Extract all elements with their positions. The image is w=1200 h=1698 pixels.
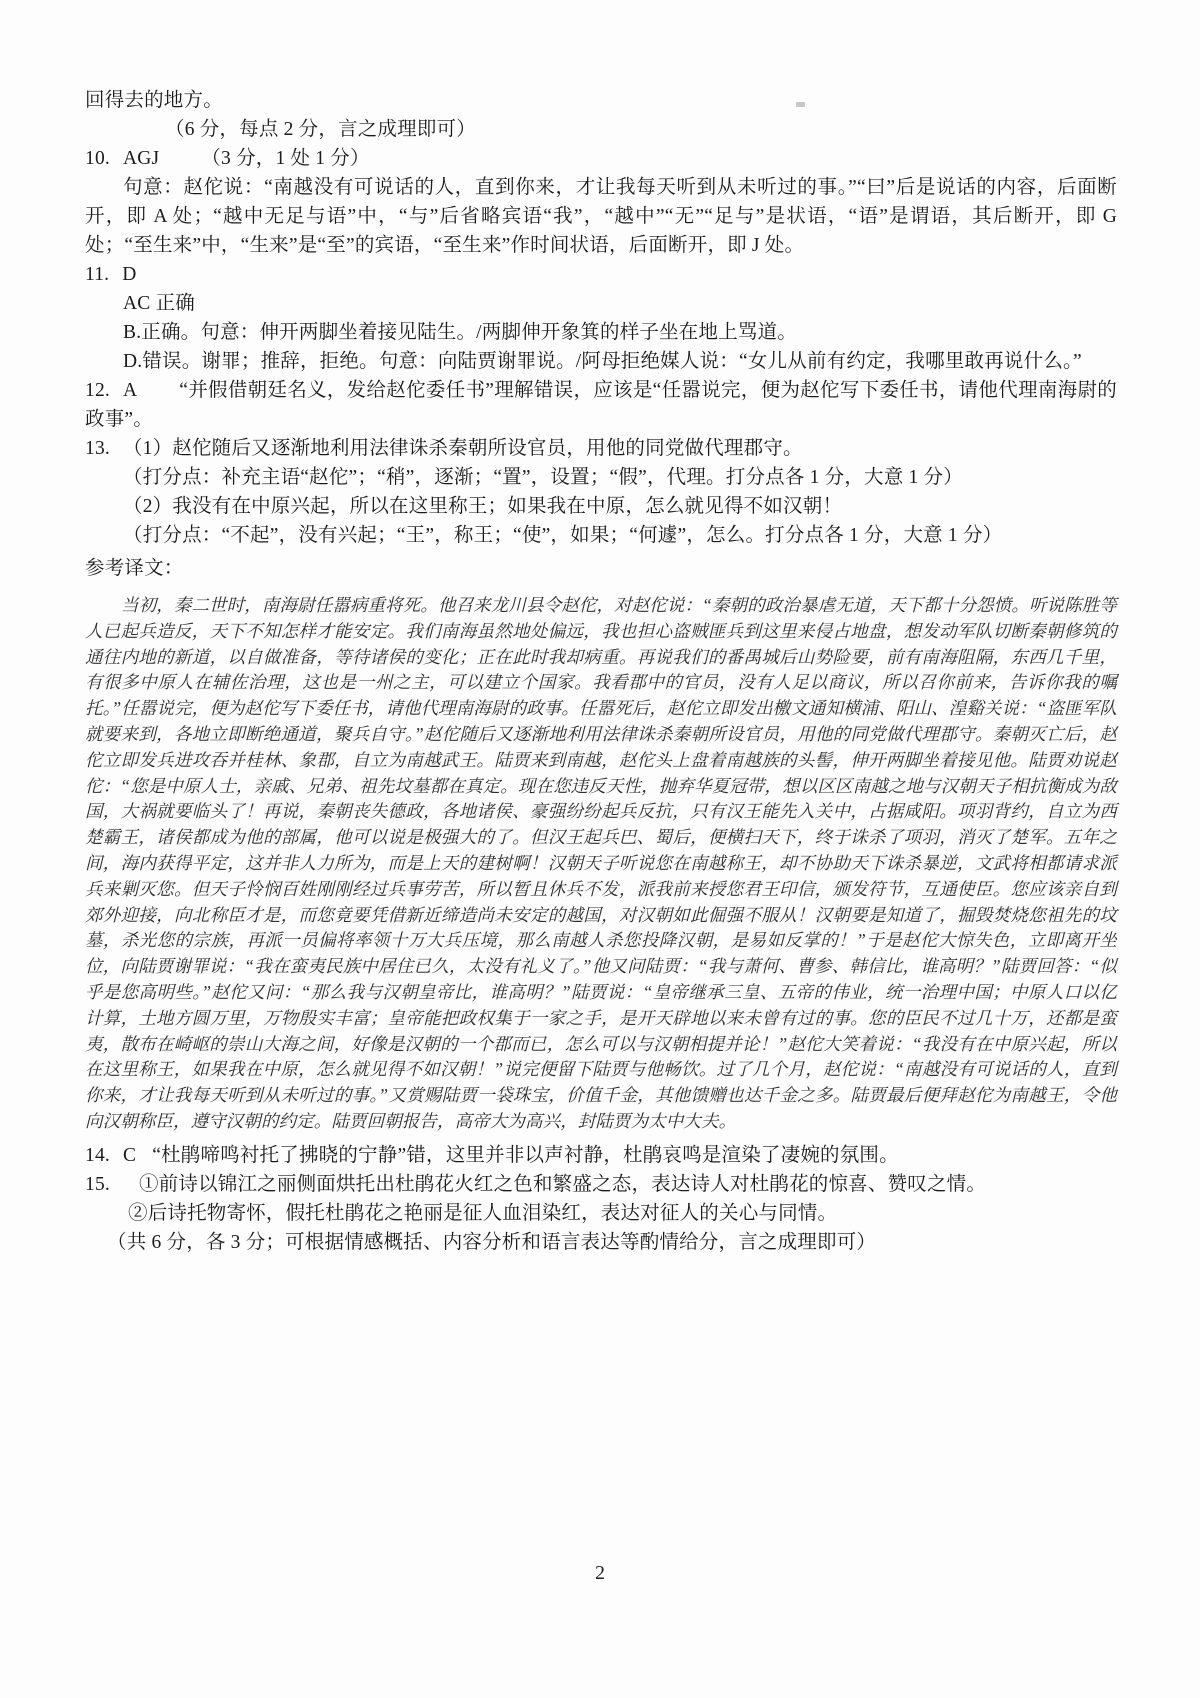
- q12-answer-line: [85, 376, 1117, 434]
- q14-number: 14.: [85, 1144, 110, 1166]
- q15-number: 15.: [85, 1173, 110, 1195]
- q14-analysis-text: “杜鹃啼鸣衬托了拂晓的宁静”错，这里并非以声衬静，杜鹃哀鸣是渲染了凄婉的氛围。: [152, 1144, 899, 1166]
- reference-translation-body: [85, 593, 1117, 1135]
- q10-analysis: [85, 173, 1117, 260]
- q11-number: 11.: [85, 264, 110, 285]
- q14-answer-line: [85, 1141, 1117, 1170]
- q13-part2-points-text: （打分点：“不起”，没有兴起；“王”，称王；“使”，如果；“何遽”，怎么。打分点各 1 分，大意 1 分）: [123, 525, 1003, 546]
- q10-answer: AGJ: [122, 148, 160, 169]
- intro-score-note: [85, 115, 1117, 144]
- q15-point2-text: ②后诗托物寄怀，假托杜鹃花之艳丽是征人血泪染红，表达对征人的关心与同情。: [128, 1202, 838, 1224]
- q12-analysis-text: “并假借朝廷名义，发给赵佗委任书”理解错误，应该是“任嚣说完，便为赵佗写下委任书，请他代理南海尉的政事”。: [85, 380, 1117, 430]
- q12-number: 12.: [85, 380, 110, 401]
- page-number-text: 2: [595, 1562, 605, 1584]
- q10-score-note: （3 分，1 处 1 分）: [201, 148, 370, 169]
- reference-translation-heading: [85, 554, 1117, 583]
- q11-answer: D: [122, 264, 137, 285]
- q11-line-b-text: B.正确。句意：伸开两脚坐着接见陆生。/两脚伸开象箕的样子坐在地上骂道。: [123, 322, 797, 343]
- q15-score-note: [85, 1228, 1117, 1257]
- q15-point1-line: [85, 1170, 1117, 1199]
- intro-continuation-line: [85, 86, 1117, 115]
- intro-tail-text: 回得去的地方。: [85, 90, 223, 111]
- q11-line-b: [85, 318, 1117, 347]
- q11-line-ac-text: AC 正确: [123, 293, 195, 314]
- q10-answer-line: [85, 144, 1117, 173]
- q13-part1-points-text: （打分点：补充主语“赵佗”；“稍”，逐渐；“置”，设置；“假”，代理。打分点各 1 分，大意 1 分）: [123, 467, 963, 488]
- q15-point2-line: [85, 1199, 1117, 1228]
- q11-line-d: [85, 347, 1117, 376]
- q13-number: 13.: [85, 438, 110, 459]
- translation-heading-text: 参考译文：: [85, 558, 184, 579]
- intro-score-text: （6 分，每点 2 分，言之成理即可）: [165, 119, 476, 140]
- answer-sheet-page: [85, 86, 1117, 1257]
- page-number: [0, 1562, 1200, 1585]
- q12-answer: A: [122, 380, 138, 401]
- q13-part2-line: [85, 492, 1117, 521]
- q11-line-ac: [85, 289, 1117, 318]
- q11-answer-line: [85, 260, 1117, 289]
- q13-part2-text: （2）我没有在中原兴起，所以在这里称王；如果我在中原，怎么就见得不如汉朝！: [123, 496, 843, 517]
- translation-body-text: 当初，秦二世时，南海尉任嚣病重将死。他召来龙川县令赵佗，对赵佗说：“秦朝的政治暴虐无道，天下都十分怨愤。听说陈胜等人已起兵造反，天下不知怎样才能安定。我们南海虽然地处偏远，我也担心盗贼匪兵到这里来侵占地盘，想发动军队切断秦朝修筑的通往内地的新道，以自做准备，等待诸侯的变化；正在此时我却病重。再说我们的番禺城后山势险要，前有南海阻隔，东西几千里，有很多中原人在辅佐治理，这也是一州之主，可以建立个国家。我看郡中的官员，没有人足以商议，所以召你前来，告诉你我的嘱托。”任嚣说完，便为赵佗写下委任书，请他代理南海尉的政事。任嚣死后，赵佗立即发出檄文通知横浦、阳山、湟谿关说：“盗匪军队就要来到，各地立即断绝通道，聚兵自守。”赵佗随后又逐渐地利用法律诛杀秦朝所设官员，用他的同党做代理郡守。秦朝灭亡后，赵佗立即发兵进攻吞并桂林、象郡，自立为南越武王。陆贾来到南越，赵佗头上盘着南越族的头髻，伸开两脚坐着接见他。陆贾劝说赵佗：“您是中原人士，亲戚、兄弟、祖先坟墓都在真定。现在您违反天性，抛弃华夏冠带，想以区区南越之地与汉朝天子相抗衡成为敌国，大祸就要临头了！再说，秦朝丧失德政，各地诸侯、豪强纷纷起兵反抗，只有汉王能先入关中，占据咸阳。项羽背约，自立为西楚霸王，诸侯都成为他的部属，他可以说是极强大的了。但汉王起兵巴、蜀后，便横扫天下，终于诛杀了项羽，消灭了楚军。五年之间，海内获得平定，这并非人力所为，而是上天的建树啊！汉朝天子听说您在南越称王，却不协助天下诛杀暴逆，文武将相都请求派兵来剿灭您。但天子怜悯百姓刚刚经过兵事劳苦，所以暂且休兵不发，派我前来授您君王印信，颁发符节，互通使臣。您应该亲自到郊外迎接，向北称臣才是，而您竟要凭借新近缔造尚未安定的越国，对汉朝如此倔强不服从！汉朝要是知道了，掘毁焚烧您祖先的坟墓，杀光您的宗族，再派一员偏将率领十万大兵压境，那么南越人杀您投降汉朝，是易如反掌的！”于是赵佗大惊失色，立即离开坐位，向陆贾谢罪说：“我在蛮夷民族中居住已久，太没有礼义了。”他又问陆贾：“我与萧何、曹参、韩信比，谁高明？”陆贾回答：“似乎是您高明些。”赵佗又问：“那么我与汉朝皇帝比，谁高明？”陆贾说：“皇帝继承三皇、五帝的伟业，统一治理中国；中原人口以亿计算，土地方圆万里，万物殷实丰富；皇帝能把政权集于一家之手，是开天辟地以来未曾有过的事。您的臣民不过几十万，还都是蛮夷，散布在崎岖的崇山大海之间，好像是汉朝的一个郡而已，怎么可以与汉朝相提并论！”赵佗大笑着说：“我没有在中原兴起，所以在这里称王，如果我在中原，怎么就见得不如汉朝！”说完便留下陆贾与他畅饮。过了几个月，赵佗说：“南越没有可说话的人，直到你来，才让我每天听到从未听过的事。”又赏赐陆贾一袋珠宝，价值千金，其他馈赠也达千金之多。陆贾最后便拜赵佗为南越王，令他向汉朝称臣，遵守汉朝的约定。陆贾回朝报告，高帝大为高兴，封陆贾为太中大夫。: [85, 595, 1117, 1131]
- q13-part1-line: [85, 434, 1117, 463]
- q13-part2-points: [85, 521, 1117, 550]
- q10-analysis-text: 句意：赵佗说：“南越没有可说话的人，直到你来，才让我每天听到从未听过的事。”“曰”后是说话的内容，后面断开，即 A 处；“越中无足与语”中，“与”后省略宾语“我”，“越中”“无”“足与”是状语，“语”是谓语，其后断开，即 G 处；“至生来”中，“生来”是“至”的宾语，“至生来”作时间状语，后面断开，即 J 处。: [85, 177, 1117, 256]
- q10-number: 10.: [85, 148, 110, 169]
- q14-answer: C: [122, 1144, 137, 1166]
- q15-score-note-text: （共 6 分，各 3 分；可根据情感概括、内容分析和语言表达等酌情给分，言之成理即可）: [107, 1231, 877, 1253]
- q13-part1-points: [85, 463, 1117, 492]
- q11-line-d-text: D.错误。谢罪；推辞，拒绝。句意：向陆贾谢罪说。/阿母拒绝媒人说：“女儿从前有约定，我哪里敢再说什么。”: [123, 351, 1082, 372]
- q13-part1-text: （1）赵佗随后又逐渐地利用法律诛杀秦朝所设官员，用他的同党做代理郡守。: [122, 438, 803, 459]
- q15-point1-text: ①前诗以锦江之丽侧面烘托出杜鹃花火红之色和繁盛之态，表达诗人对杜鹃花的惊喜、赞叹之情。: [138, 1173, 987, 1195]
